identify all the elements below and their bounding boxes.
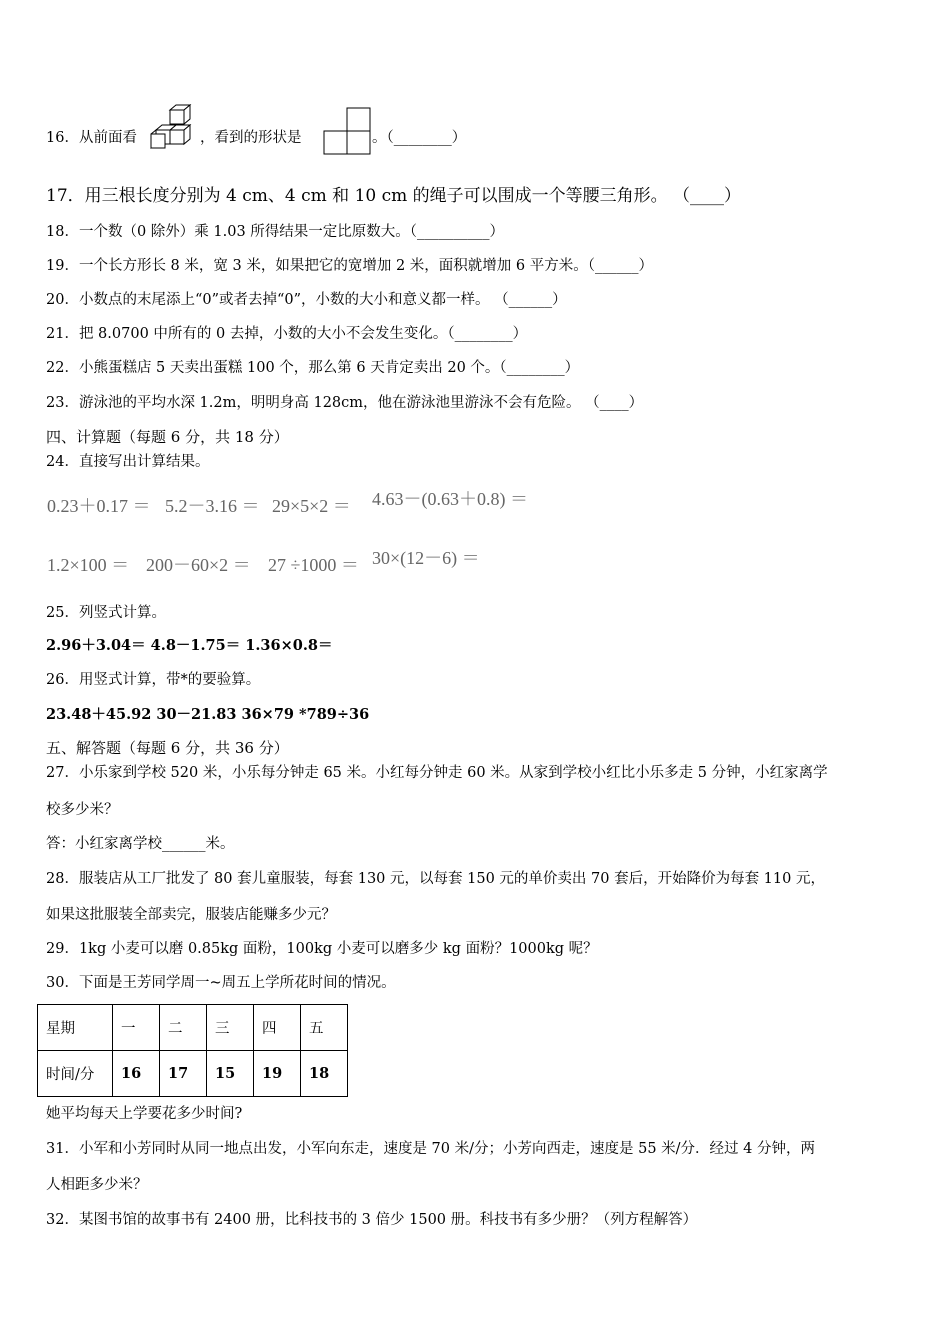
calc-2: 5.2－3.16 ＝ — [165, 496, 260, 516]
question-22: 22．小熊蛋糕店 5 天卖出蛋糕 100 个，那么第 6 天肯定卖出 20 个。（________） — [46, 360, 580, 376]
cube-stack-figure — [148, 104, 196, 152]
table-cell: 三 — [207, 1005, 254, 1051]
question-32: 32．某图书馆的故事书有 2400 册，比科技书的 3 倍少 1500 册。科技书有多少册？（列方程解答） — [46, 1212, 698, 1228]
question-27-line1: 27．小乐家到学校 520 米，小乐每分钟走 65 米。小红每分钟走 60 米。从家到学校小红比小乐多走 5 分钟，小红家离学 — [46, 765, 828, 781]
question-28-line2: 如果这批服装全部卖完，服装店能赚多少元？ — [46, 907, 336, 923]
calc-7: 27 ÷1000 ＝ — [268, 555, 359, 575]
table-cell: 15 — [207, 1051, 254, 1097]
section-5-title: 五、解答题（每题 6 分，共 36 分） — [46, 739, 289, 757]
calc-6: 200－60×2 ＝ — [146, 555, 251, 575]
question-27-answer: 答：小红家离学校______米。 — [46, 836, 235, 852]
calc-8: 30×(12－6) ＝ — [372, 548, 480, 568]
question-17: 17．用三根长度分别为 4 cm、4 cm 和 10 cm 的绳子可以围成一个等腰三角形。 （____） — [46, 186, 742, 206]
calc-3: 29×5×2 ＝ — [272, 496, 351, 516]
question-26: 26．用竖式计算，带*的要验算。 — [46, 672, 261, 688]
section-4-title: 四、计算题（每题 6 分，共 18 分） — [46, 428, 289, 446]
q16-start: 16．从前面看 — [46, 130, 137, 146]
question-25-items: 2.96＋3.04＝ 4.8－1.75＝ 1.36×0.8＝ — [46, 637, 333, 654]
question-30-ask: 她平均每天上学要花多少时间? — [46, 1106, 243, 1122]
q16-middle: ，看到的形状是 — [200, 130, 302, 146]
front-view-shape — [323, 107, 373, 155]
calc-5: 1.2×100 ＝ — [47, 555, 130, 575]
question-26-items: 23.48＋45.92 30－21.83 36×79 *789÷36 — [46, 706, 370, 723]
question-24: 24．直接写出计算结果。 — [46, 454, 210, 470]
q16-end: 。（________） — [372, 130, 467, 146]
question-31-line2: 人相距多少米？ — [46, 1177, 148, 1193]
table-cell: 五 — [301, 1005, 348, 1051]
question-20: 20．小数点的末尾添上“0”或者去掉“0”，小数的大小和意义都一样。 （______） — [46, 292, 567, 308]
question-18: 18．一个数（0 除外）乘 1.03 所得结果一定比原数大。（__________） — [46, 224, 505, 240]
table-cell: 二 — [160, 1005, 207, 1051]
question-30: 30．下面是王芳同学周一~周五上学所花时间的情况。 — [46, 975, 396, 991]
question-31-line1: 31．小军和小芳同时从同一地点出发，小军向东走，速度是 70 米/分；小芳向西走，速度是 55 米/分．经过 4 分钟，两 — [46, 1141, 815, 1157]
question-29: 29．1kg 小麦可以磨 0.85kg 面粉，100kg 小麦可以磨多少 kg 面粉？1000kg 呢？ — [46, 941, 598, 957]
table-cell: 四 — [254, 1005, 301, 1051]
table-cell: 19 — [254, 1051, 301, 1097]
calc-4: 4.63－(0.63＋0.8) ＝ — [372, 489, 528, 509]
question-19: 19．一个长方形长 8 米，宽 3 米，如果把它的宽增加 2 米，面积就增加 6 平方米。（______） — [46, 258, 653, 274]
table-cell: 17 — [160, 1051, 207, 1097]
table-row — [38, 1005, 348, 1051]
table-cell: 一 — [113, 1005, 160, 1051]
table-cell: 16 — [113, 1051, 160, 1097]
question-21: 21．把 8.0700 中所有的 0 去掉，小数的大小不会发生变化。（________） — [46, 326, 528, 342]
table-cell: 时间/分 — [38, 1051, 113, 1097]
table-cell: 星期 — [38, 1005, 113, 1051]
question-16 — [46, 128, 137, 148]
table-row — [38, 1051, 348, 1097]
question-27-line2: 校多少米？ — [46, 802, 119, 818]
calc-1: 0.23＋0.17 ＝ — [47, 496, 151, 516]
table-cell: 18 — [301, 1051, 348, 1097]
question-23: 23．游泳池的平均水深 1.2m，明明身高 128cm，他在游泳池里游泳不会有危险。 （____） — [46, 395, 644, 411]
question-28-line1: 28．服装店从工厂批发了 80 套儿童服装，每套 130 元，以每套 150 元的单价卖出 70 套后，开始降价为每套 110 元， — [46, 871, 825, 887]
question-25: 25．列竖式计算。 — [46, 605, 166, 621]
time-table — [37, 1004, 348, 1097]
